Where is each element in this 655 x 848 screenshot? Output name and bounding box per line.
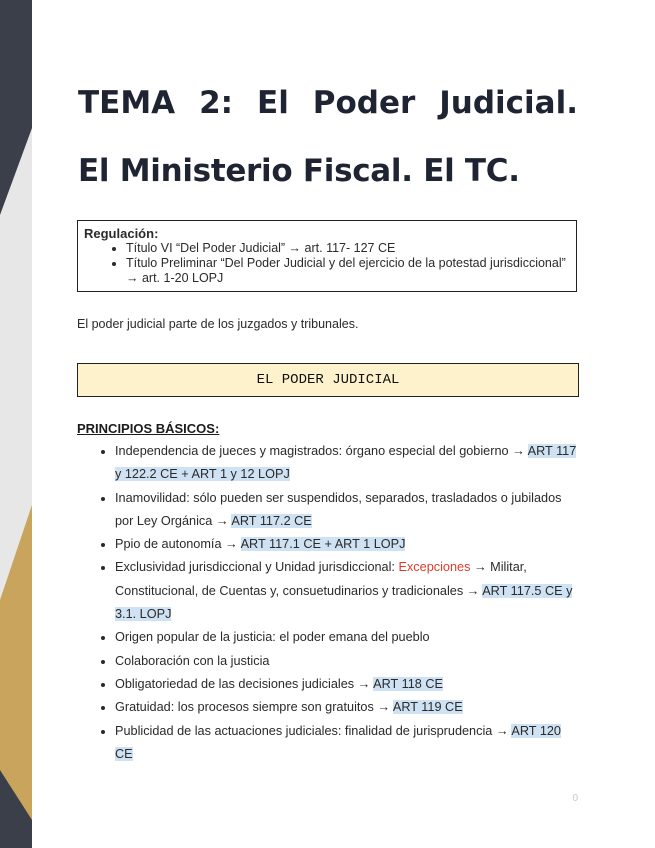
title-word: TEMA (78, 85, 176, 121)
principle-text: Publicidad de las actuaciones judiciales: finalidad de jurisprudencia → (115, 723, 512, 738)
principle-item (115, 487, 579, 534)
title-word: 2: (199, 85, 234, 121)
exceptions-label: Excepciones (398, 560, 471, 575)
principle-item (115, 440, 579, 487)
principle-text: Colaboración con la justicia (115, 653, 270, 668)
principles-heading: PRINCIPIOS BÁSICOS: (77, 421, 220, 436)
title-line-2: El Ministerio Fiscal. El TC. (78, 153, 520, 189)
legal-reference: ART 117.2 CE (231, 513, 312, 528)
title-word: Poder (312, 85, 416, 121)
section-heading-box: EL PODER JUDICIAL (77, 363, 579, 397)
legal-reference: ART 119 CE (392, 700, 463, 715)
page-number: 0 (572, 793, 578, 804)
principle-text: Obligatoriedad de las decisiones judiciales → (115, 676, 374, 691)
principle-item (115, 626, 579, 649)
legal-reference: ART 118 CE (373, 676, 443, 691)
legal-reference: ART 117.5 CE y 3.1. LOPJ (115, 583, 573, 622)
principle-item (115, 556, 579, 626)
regulation-item: • Título Preliminar “Del Poder Judicial y del ejercicio de la potestad jurisdiccional” → art. 1-20 LOPJ (126, 256, 570, 286)
regulation-heading: Regulación: (84, 226, 159, 241)
principle-item (115, 720, 579, 767)
title-word: El (257, 85, 289, 121)
regulation-item: • Título VI “Del Poder Judicial” → art. 117- 127 CE (126, 241, 570, 256)
legal-reference: ART 120 CE (115, 723, 561, 761)
principle-text: Gratuidad: los procesos siempre son gratuitos → (115, 700, 393, 715)
principles-list (77, 440, 579, 766)
principle-text: → Militar, Constitucional, de Cuentas y, consuetudinarios y tradicionales → (115, 560, 527, 598)
principle-text: Origen popular de la justicia: el poder emana del pueblo (115, 630, 430, 645)
page-title (78, 80, 578, 194)
principle-text: Independencia de jueces y magistrados: órgano especial del gobierno → (115, 444, 528, 458)
legal-reference: ART 117.1 CE + ART 1 LOPJ (240, 537, 406, 552)
principle-item (115, 650, 579, 673)
principle-text: Exclusividad jurisdiccional y Unidad jurisdiccional: (115, 560, 399, 575)
title-line-1 (78, 80, 578, 126)
principle-text: Ppio de autonomía → (115, 537, 241, 552)
intro-paragraph: El poder judicial parte de los juzgados y tribunales. (77, 317, 359, 331)
principle-item (115, 533, 579, 556)
principle-item (115, 696, 579, 719)
regulation-box (77, 220, 577, 292)
principle-item (115, 673, 579, 696)
legal-reference: ART 117 y 122.2 CE + ART 1 y 12 LOPJ (115, 444, 577, 482)
title-word: Judicial. (439, 85, 578, 121)
left-decorative-band (0, 0, 32, 848)
principle-text: Inamovilidad: sólo pueden ser suspendidos, separados, trasladados o jubilados por Ley Orgánica → (115, 490, 562, 528)
regulation-list (84, 241, 570, 286)
